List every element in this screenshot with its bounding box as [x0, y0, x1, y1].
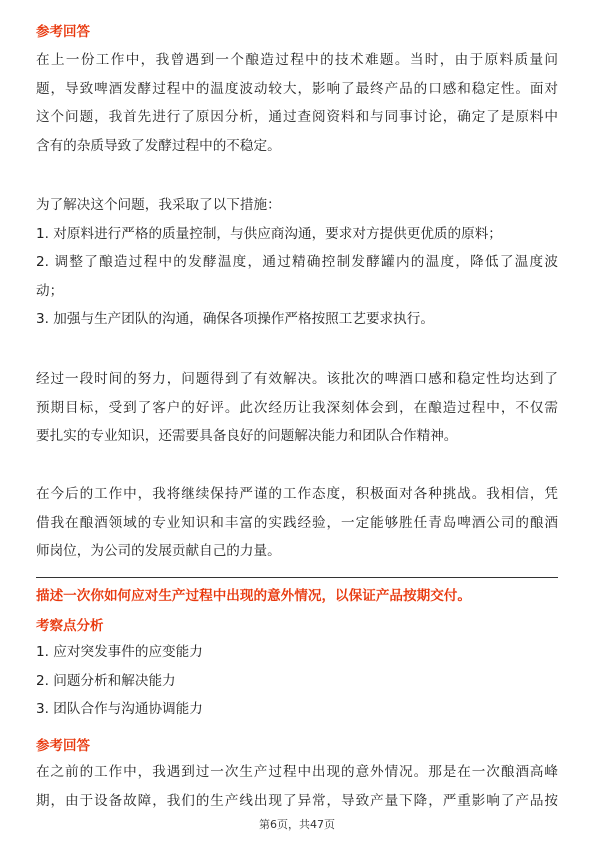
text-line: 借我在酿酒领域的专业知识和丰富的实践经验，一定能够胜任青岛啤酒公司的酿酒 — [36, 514, 558, 531]
text-line: 在今后的工作中，我将继续保持严谨的工作态度，积极面对各种挑战。我相信，凭 — [36, 486, 558, 502]
measure-item: 2. 调整了酿造过程中的发酵温度，通过精确控制发酵罐内的温度，降低了温度波 — [36, 254, 558, 270]
analysis-item: 2. 问题分析和解决能力 — [36, 672, 176, 689]
answer-paragraph-4 — [36, 480, 558, 566]
reference-answer-heading-2: 参考回答 — [36, 738, 90, 754]
text-line: 在上一份工作中，我曾遇到一个酿造过程中的技术难题。当时，由于原料质量问 — [36, 52, 558, 68]
analysis-item: 3. 团队合作与沟通协调能力 — [36, 701, 203, 717]
text-line: 题，导致啤酒发酵过程中的温度波动较大，影响了最终产品的口感和稳定性。面对 — [36, 80, 558, 97]
text-line: 这个问题，我首先进行了原因分析，通过查阅资料和与同事讨论，确定了是原料中 — [36, 109, 558, 125]
measure-item-continued: 动； — [36, 282, 64, 299]
text-line: 师岗位，为公司的发展贡献自己的力量。 — [36, 543, 281, 559]
section-divider — [36, 577, 558, 578]
reference-answer-heading: 参考回答 — [36, 24, 90, 40]
text-line: 含有的杂质导致了发酵过程中的不稳定。 — [36, 137, 281, 154]
answer-paragraph-1 — [36, 46, 558, 160]
text-line: 为了解决这个问题，我采取了以下措施： — [36, 197, 281, 213]
analysis-heading: 考察点分析 — [36, 618, 104, 634]
text-line: 要扎实的专业知识，还需要具备良好的问题解决能力和团队合作精神。 — [36, 428, 458, 444]
measure-item: 3. 加强与生产团队的沟通，确保各项操作严格按照工艺要求执行。 — [36, 311, 434, 327]
text-line: 经过一段时间的努力，问题得到了有效解决。该批次的啤酒口感和稳定性均达到了 — [36, 371, 558, 387]
answer-paragraph-3 — [36, 365, 558, 451]
document-page — [36, 0, 558, 842]
page-number: 第6页，共47页 — [259, 818, 335, 831]
measure-item: 1. 对原料进行严格的质量控制，与供应商沟通，要求对方提供更优质的原料； — [36, 225, 502, 242]
text-line: 预期目标，受到了客户的好评。此次经历让我深刻体会到，在酿造过程中，不仅需 — [36, 399, 558, 416]
interview-question: 描述一次你如何应对生产过程中出现的意外情况，以保证产品按期交付。 — [36, 588, 471, 604]
answer-paragraph-2 — [36, 191, 558, 334]
answer-paragraph-5 — [36, 758, 558, 815]
text-line: 在之前的工作中，我遇到过一次生产过程中出现的意外情况。那是在一次酿酒高峰 — [36, 764, 558, 780]
analysis-list — [36, 638, 558, 724]
text-line: 期，由于设备故障，我们的生产线出现了异常，导致产量下降，严重影响了产品按 — [36, 792, 558, 809]
analysis-item: 1. 应对突发事件的应变能力 — [36, 644, 203, 660]
